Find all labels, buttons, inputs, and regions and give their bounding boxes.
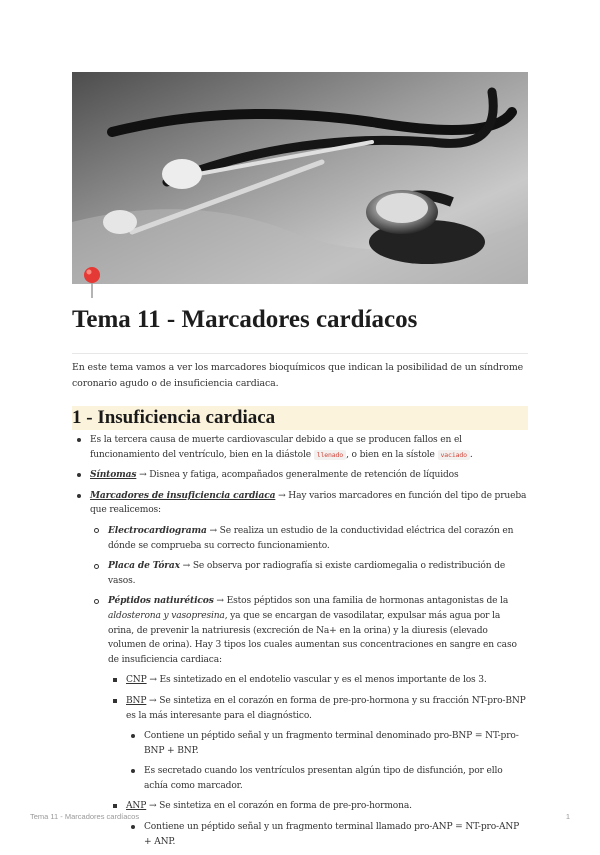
inline-code: llenado xyxy=(314,450,346,460)
section-content xyxy=(72,433,528,855)
list-item: Contiene un péptido señal y un fragmento terminal denominado pro-BNP = NT-pro-BNP + BNP. xyxy=(126,729,528,758)
list-item: CNP → Es sintetizado en el endotelio vascular y es el menos importante de los 3. xyxy=(108,673,528,688)
list-item: Es secretado cuando los ventrículos presentan algún tipo de disfunción, por ello achía como marcador. xyxy=(126,764,528,793)
cover-image xyxy=(72,72,528,284)
list-item: Electrocardiograma → Se realiza un estudio de la conductividad eléctrica del corazón en dónde se comprueba su correcto funcionamiento. xyxy=(90,524,528,553)
term-markers: Marcadores de insuficiencia cardiaca xyxy=(90,489,276,501)
page-number: 1 xyxy=(565,812,570,821)
intro-paragraph: En este tema vamos a ver los marcadores bioquímicos que indican la posibilidad de un síndrome coronario agudo o de insuficiencia cardiaca. xyxy=(72,362,524,389)
list-item: ANP → Se sintetiza en el corazón en forma de pre-pro-hormona. Contiene un péptido señal y un fragmento terminal llamado pro-ANP = NT-pro-ANP + ANP. xyxy=(108,799,528,849)
list-item: Contiene un péptido señal y un fragmento terminal llamado pro-ANP = NT-pro-ANP + ANP. xyxy=(126,820,528,849)
list-item: Síntomas → Disnea y fatiga, acompañados generalmente de retención de líquidos xyxy=(72,468,528,483)
footer-title: Tema 11 - Marcadores cardíacos xyxy=(30,812,140,821)
page-footer xyxy=(30,812,570,821)
list-item: Péptidos natiuréticos → Estos péptidos son una familia de hormonas antagonistas de la aldosterona y vasopresina, ya que se encargan de vasodilatar, expulsar más agua por la orina, de prevenir la natriuresis (excreción de Na+ en la orina) y la diuresis (elevado volumen de orina). Hay 3 tipos los cuales aumentan sus concentraciones en sangre en caso de insuficiencia cardiaca: CNP → Es sintetizado en el endotelio vascular y es el menos importante de los 3. BNP → Se sintetiza en el corazón en forma de pre-pro-hormona y su fracción NT-pro-BNP es la más interesante para el diagnóstico. Contiene un péptido señal y un fragmento terminal denominado pro-BNP = NT-pro-BNP + BNP. Es secretado cuando los ventrículos presentan algún tipo de disfunción, por ello achía como marcador. ANP → Se sintetiza en el corazón en forma de pre-pro-hormona. Contiene un péptido señal y un fragmento terminal llamado pro-ANP = NT-pro-ANP + ANP. xyxy=(90,594,528,849)
list-item: Es la tercera causa de muerte cardiovascular debido a que se producen fallos en el funcionamiento del ventrículo, bien en la diástole llenado , o bien en la sístole vaciado . xyxy=(72,433,528,462)
term-symptoms: Síntomas xyxy=(90,469,137,481)
list-item: Marcadores de insuficiencia cardiaca → Hay varios marcadores en función del tipo de prueba que realicemos: Electrocardiograma → Se realiza un estudio de la conductividad eléctrica del corazón en dónde se comprueba su correcto funcionamiento. Placa de Tórax → Se observa por radiografía si existe cardiomegalia o redistribución de vasos. Péptidos natiuréticos → Estos péptidos son una familia de hormonas antagonistas de la aldosterona y vasopresina, ya que se encargan de vasodilatar, expulsar más agua por la orina, de prevenir la natriuresis (excreción de Na+ en la orina) y la diuresis (elevado volumen de orina). Hay 3 tipos los cuales aumentan sus concentraciones en sangre en caso de insuficiencia cardiaca: CNP → Es sintetizado en el endotelio vascular y es el menos importante de los 3. BNP → Se sintetiza en el corazón en forma de pre-pro-hormona y su fracción NT-pro-BNP es la más interesante para el diagnóstico. Contiene un péptido señal y un fragmento terminal denominado pro-BNP = NT-pro-BNP + BNP. Es secretado cuando los ventrículos presentan algún tipo de disfunción, por ello achía como marcador. ANP → Se sintetiza en el corazón en forma de pre-pro-hormona. Contiene un péptido señal y un fragmento terminal llamado pro-ANP = NT-pro-ANP + ANP. xyxy=(72,489,528,849)
list-item: BNP → Se sintetiza en el corazón en forma de pre-pro-hormona y su fracción NT-pro-BNP es la más interesante para el diagnóstico. Contiene un péptido señal y un fragmento terminal denominado pro-BNP = NT-pro-BNP + BNP. Es secretado cuando los ventrículos presentan algún tipo de disfunción, por ello achía como marcador. xyxy=(108,694,528,794)
inline-code: vaciado xyxy=(438,450,470,460)
section-heading: 1 - Insuficiencia cardiaca xyxy=(72,406,528,430)
pushpin-icon xyxy=(82,266,102,300)
stethoscope-illustration xyxy=(72,72,528,284)
title-divider xyxy=(72,353,528,354)
list-item: Placa de Tórax → Se observa por radiografía si existe cardiomegalia o redistribución de vasos. xyxy=(90,559,528,588)
page-title: Tema 11 - Marcadores cardíacos xyxy=(72,306,418,333)
